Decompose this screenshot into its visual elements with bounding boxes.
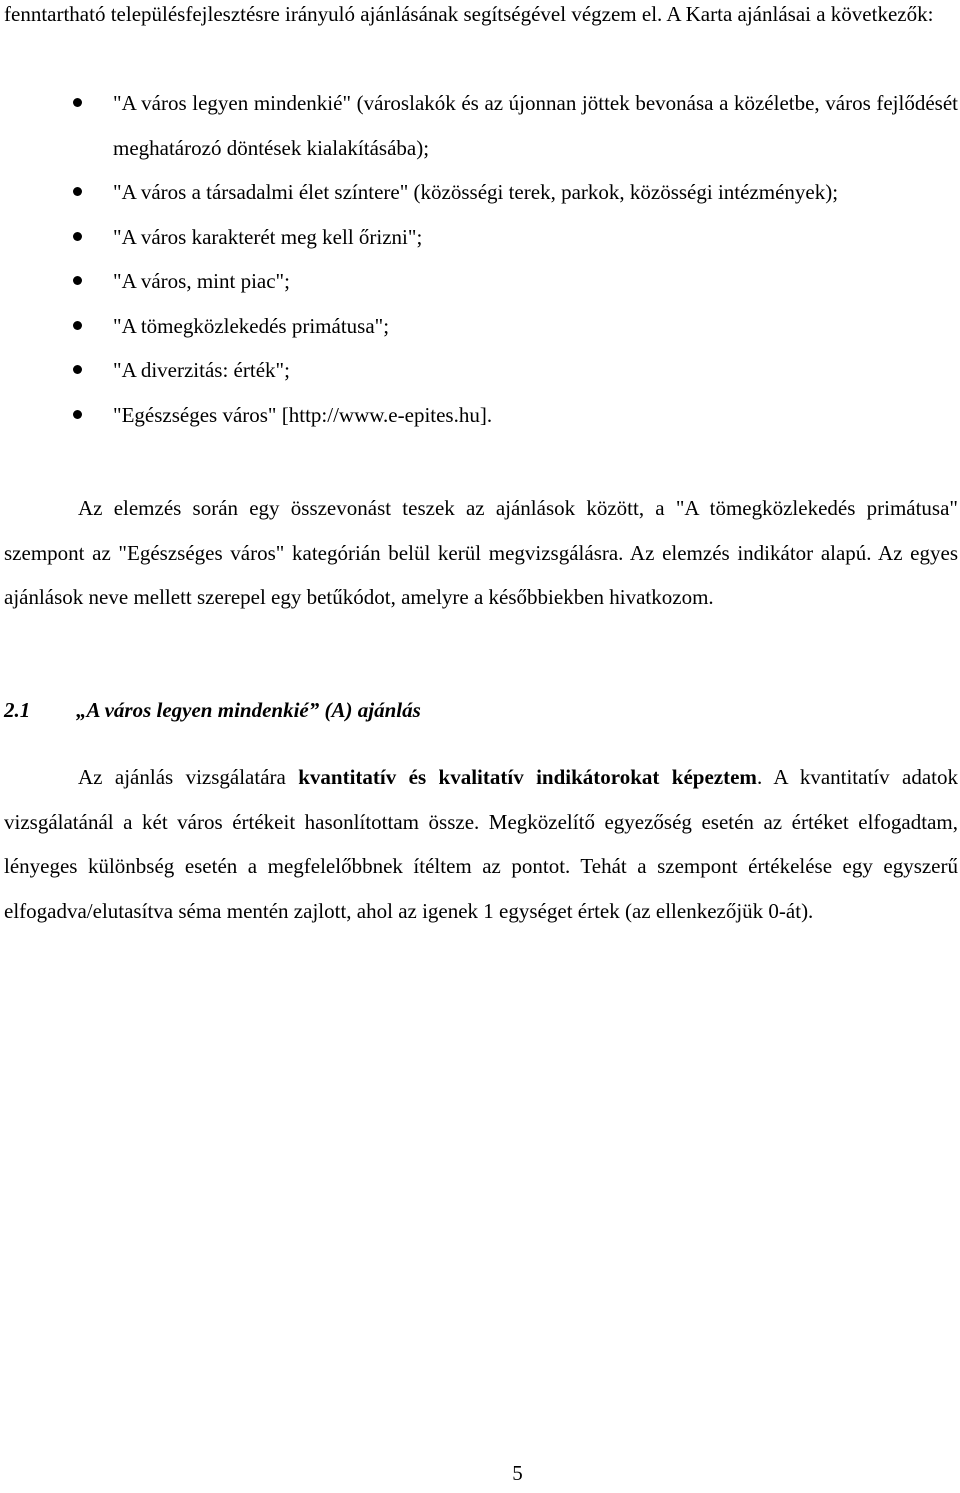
list-item <box>0 259 958 304</box>
bullet-icon <box>73 276 82 285</box>
list-item-text: "A város a társadalmi élet színtere" (közösségi terek, parkok, közösségi intézmények); <box>113 180 839 204</box>
intro-paragraph: fenntartható településfejlesztésre irányuló ajánlásának segítségével végzem el. A Karta ajánlásai a következők: <box>4 2 934 26</box>
list-item <box>0 215 958 260</box>
section-title: „A város legyen mindenkié” (A) ajánlás <box>76 698 421 722</box>
list-item <box>0 304 958 349</box>
list-item-text: "A tömegközlekedés primátusa"; <box>113 313 390 338</box>
section-heading <box>4 688 421 732</box>
list-item <box>0 393 958 438</box>
bullet-icon <box>73 98 82 107</box>
list-item-text: "A diverzitás: érték"; <box>113 358 290 382</box>
list-item-text: "A város karakterét meg kell őrizni"; <box>113 224 423 249</box>
method-text-start: Az ajánlás vizsgálatára <box>78 765 299 789</box>
method-text-end: . A kvantitatív adatok vizsgálatánál a két város értékeit hasonlítottam össze. Megközelítő egyezőség esetén az értéket elfogadtam, lényeges különbség esetén a megfelelőbbnek ítéltem az pontot. Tehát a szempont értékelése egy egyszerű elfogadva/elutasítva séma mentén zajlott, ahol az igenek 1 egységet értek (az ellenkezőjük 0-át). <box>4 765 958 923</box>
method-paragraph <box>4 755 958 933</box>
list-item <box>0 81 958 170</box>
recommendation-list <box>0 81 960 437</box>
section-number: 2.1 <box>4 698 31 722</box>
bullet-icon <box>73 232 82 241</box>
list-item-text: "A város legyen mindenkié" (városlakók és az újonnan jöttek bevonása a közéletbe, város fejlődését meghatározó döntések kialakításába); <box>113 91 958 160</box>
analysis-paragraph: Az elemzés során egy összevonást teszek az ajánlások között, a "A tömegközlekedés primátusa" szempont az "Egészséges város" kategórián belül kerül megvizsgálásra. Az elemzés indikátor alapú. Az egyes ajánlások neve mellett szerepel egy betűkódot, amelyre a későbbiekben hivatkozom. <box>4 496 958 609</box>
bullet-icon <box>73 410 82 419</box>
bullet-icon <box>73 365 82 374</box>
page-number: 5 <box>512 1461 523 1485</box>
bullet-icon <box>73 187 82 196</box>
method-text-bold: kvantitatív és kvalitatív indikátorokat képeztem <box>298 765 757 789</box>
bullet-icon <box>73 321 82 330</box>
list-item <box>0 170 958 215</box>
list-item-text: "Egészséges város" [http://www.e-epites.hu]. <box>113 402 493 427</box>
list-item-text: "A város, mint piac"; <box>113 269 290 293</box>
list-item <box>0 348 958 393</box>
